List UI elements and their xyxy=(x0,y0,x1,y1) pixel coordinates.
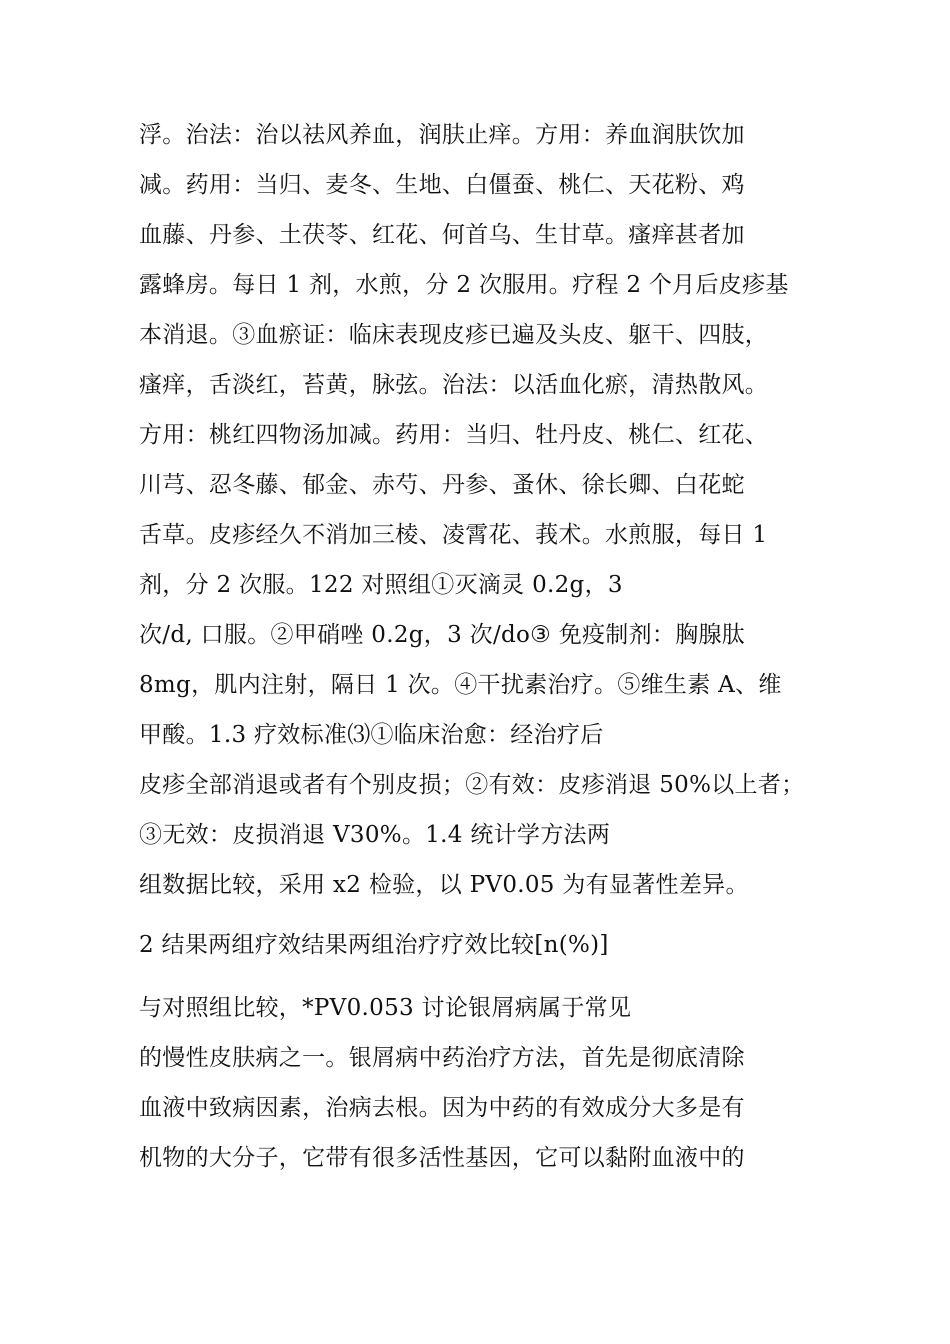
text-line: 方用：桃红四物汤加减。药用：当归、牡丹皮、桃仁、红花、 xyxy=(139,422,769,448)
text-line: 机物的大分子，它带有很多活性基因，它可以黏附血液中的 xyxy=(139,1145,745,1171)
section-heading: 2 结果两组疗效结果两组治疗疗效比较[n(%)] xyxy=(139,932,609,958)
text-line: 血藤、丹参、土茯苓、红花、何首乌、生甘草。瘙痒甚者加 xyxy=(139,222,745,248)
text-line: ③无效：皮损消退 V30%。1.4 统计学方法两 xyxy=(139,822,611,848)
text-line: 8mg，肌内注射，隔日 1 次。④干扰素治疗。⑤维生素 A、维 xyxy=(139,672,782,698)
text-line: 组数据比较，采用 x2 检验，以 PV0.05 为有显著性差异。 xyxy=(139,872,749,898)
text-line: 甲酸。1.3 疗效标准⑶①临床治愈：经治疗后 xyxy=(139,722,604,748)
text-line: 本消退。③血瘀证：临床表现皮疹已遍及头皮、躯干、四肢， xyxy=(139,322,769,348)
text-line: 与对照组比较，*PV0.053 讨论银屑病属于常见 xyxy=(139,995,632,1021)
text-line: 血液中致病因素，治病去根。因为中药的有效成分大多是有 xyxy=(139,1095,745,1121)
text-line: 减。药用：当归、麦冬、生地、白僵蚕、桃仁、天花粉、鸡 xyxy=(139,172,745,198)
text-line: 皮疹全部消退或者有个别皮损；②有效：皮疹消退 50%以上者； xyxy=(139,772,805,798)
text-line: 露蜂房。每日 1 剂，水煎，分 2 次服用。疗程 2 个月后皮疹基 xyxy=(139,272,789,298)
text-line: 次/d, 口服。②甲硝唑 0.2g，3 次/do③ 免疫制剂：胸腺肽 xyxy=(139,622,746,648)
text-line: 的慢性皮肤病之一。银屑病中药治疗方法，首先是彻底清除 xyxy=(139,1045,745,1071)
text-line: 舌草。皮疹经久不消加三棱、凌霄花、莪术。水煎服，每日 1 xyxy=(139,522,768,548)
text-line: 川芎、忍冬藤、郁金、赤芍、丹参、蚤休、徐长卿、白花蛇 xyxy=(139,472,745,498)
text-line: 瘙痒，舌淡红，苔黄，脉弦。治法：以活血化瘀，清热散风。 xyxy=(139,372,769,398)
text-line: 剂，分 2 次服。122 对照组①灭滴灵 0.2g，3 xyxy=(139,572,623,598)
text-line: 浮。治法：治以祛风养血，润肤止痒。方用：养血润肤饮加 xyxy=(139,122,745,148)
